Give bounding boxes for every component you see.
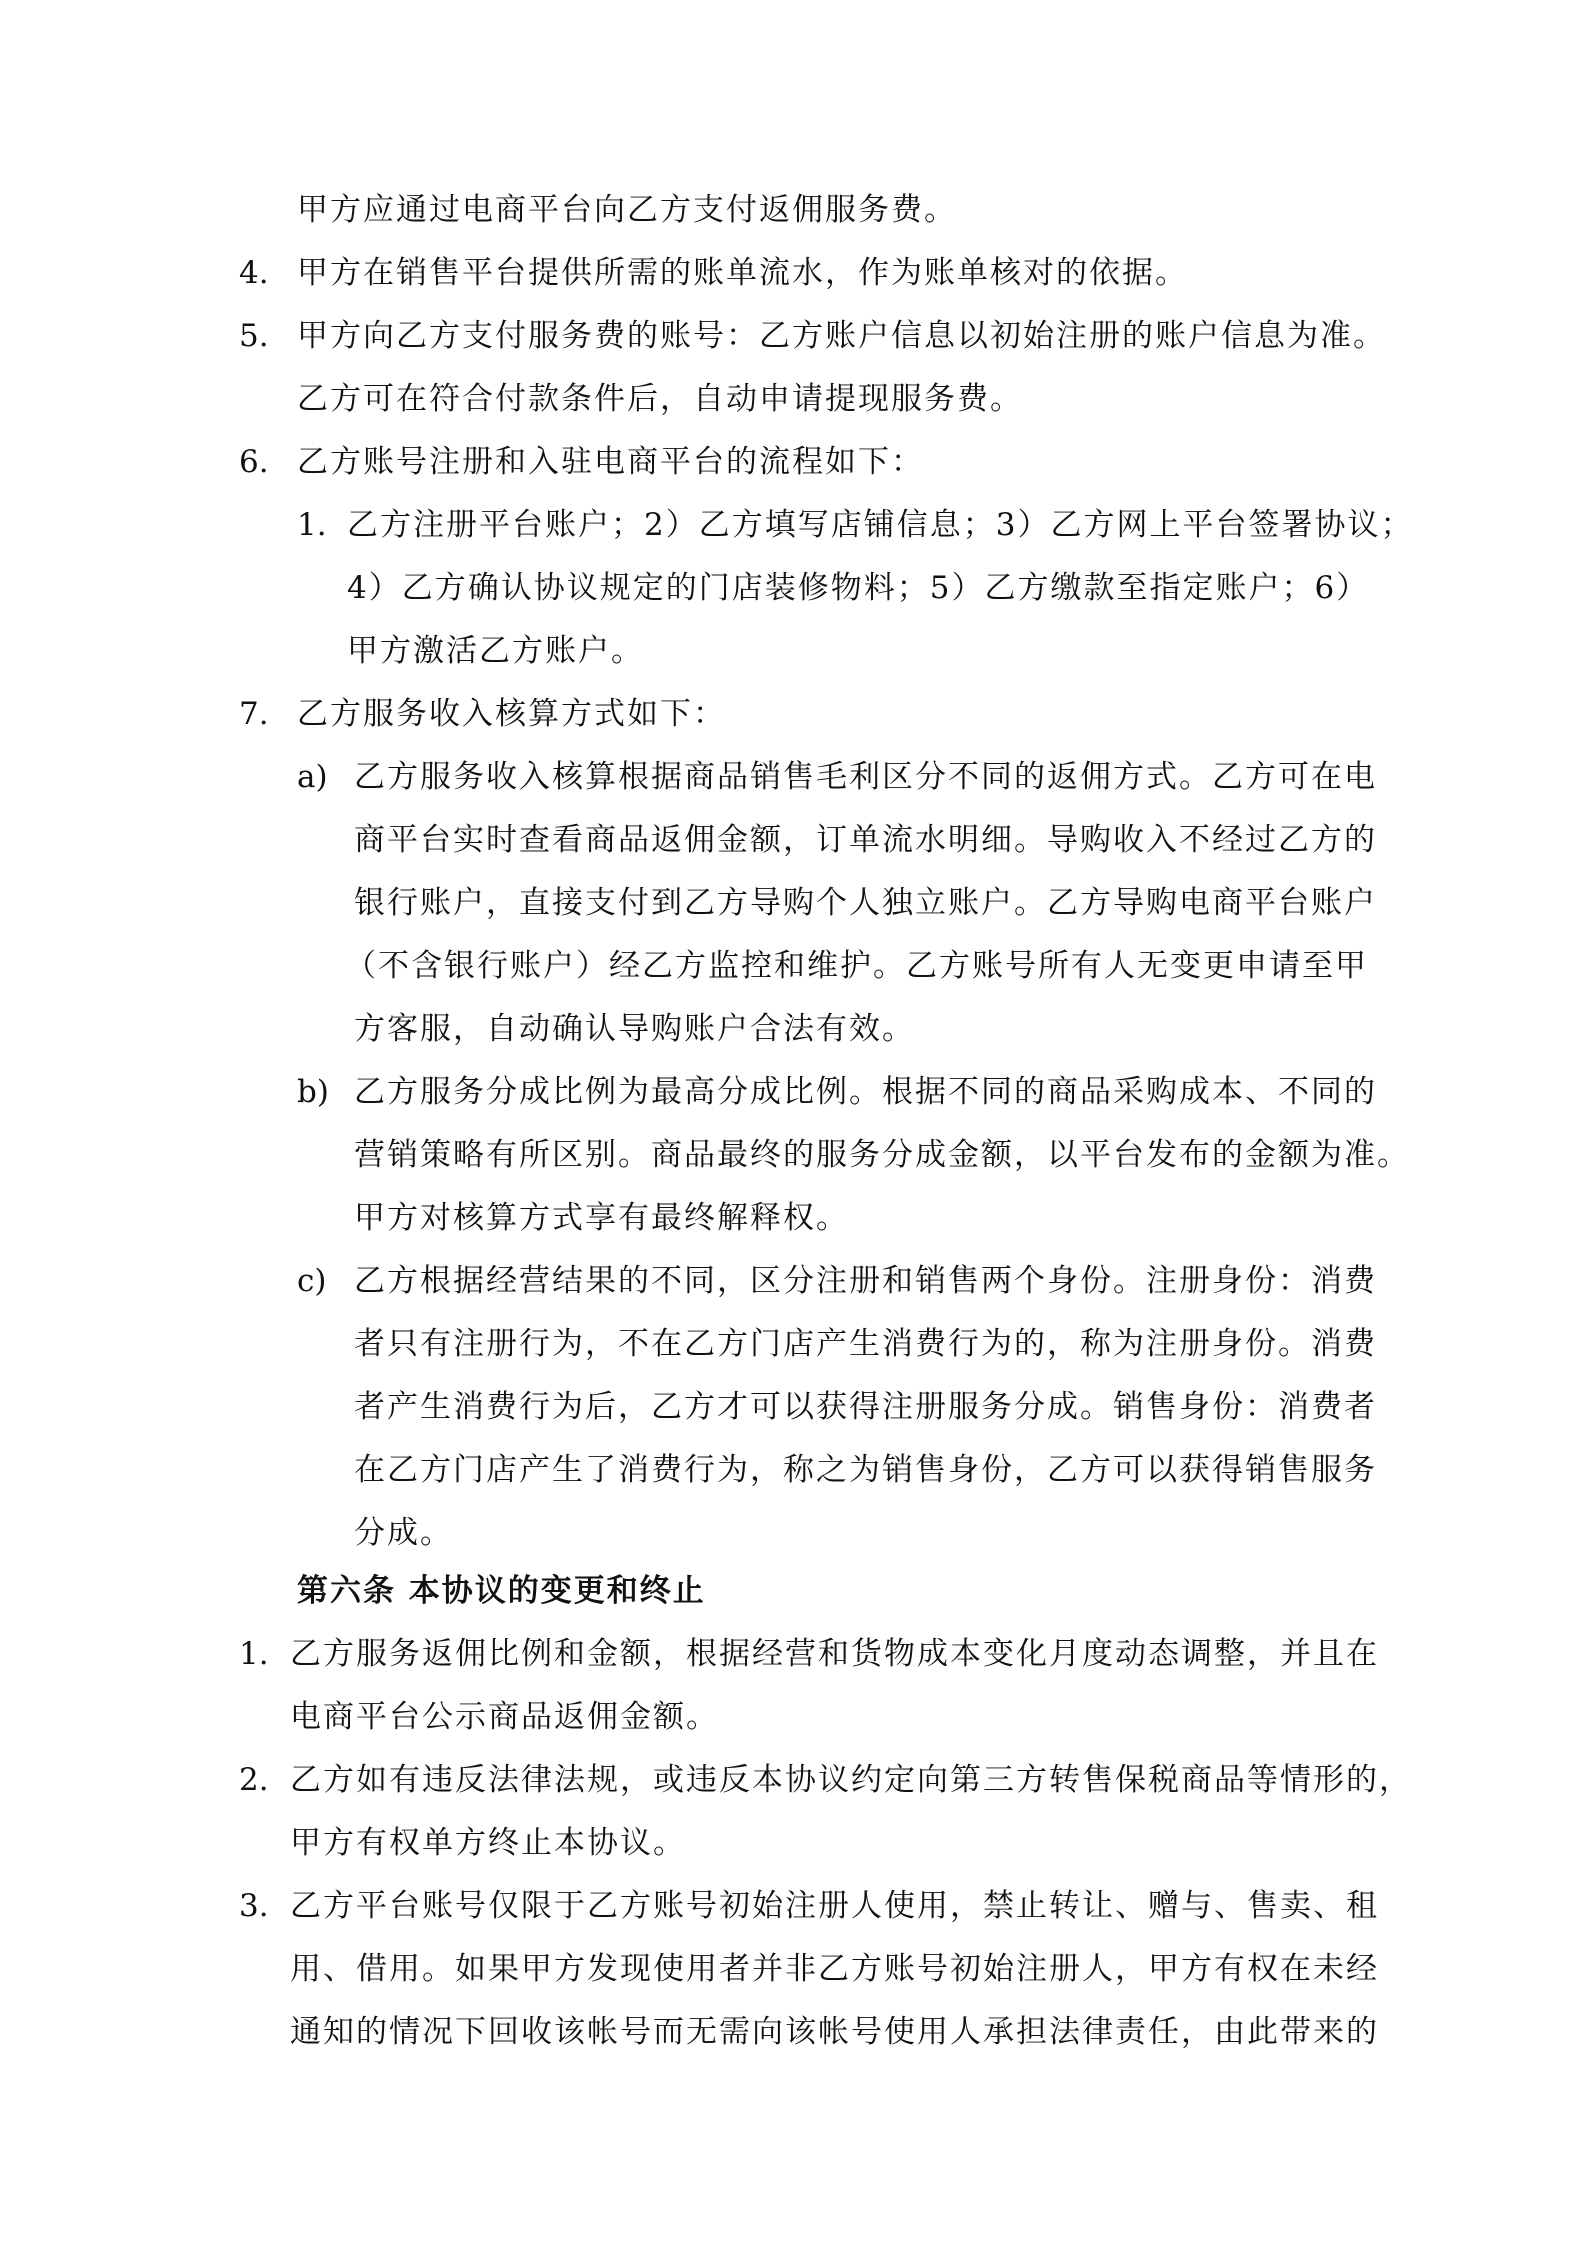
- text-line: 4）乙方确认协议规定的门店装修物料；5）乙方缴款至指定账户；6）: [347, 570, 1370, 606]
- list-number: 6.: [239, 444, 269, 480]
- text-line: 乙方平台账号仅限于乙方账号初始注册人使用，禁止转让、赠与、售卖、租: [290, 1888, 1379, 1924]
- text-line: 通知的情况下回收该帐号而无需向该帐号使用人承担法律责任，由此带来的: [290, 2014, 1379, 2050]
- list-number: 1.: [297, 507, 327, 543]
- text-line: （不含银行账户）经乙方监控和维护。乙方账号所有人无变更申请至甲: [345, 948, 1368, 984]
- text-line: 乙方如有违反法律法规，或违反本协议约定向第三方转售保税商品等情形的，: [290, 1762, 1412, 1798]
- text-line: 甲方激活乙方账户。: [347, 633, 644, 669]
- text-line: 甲方应通过电商平台向乙方支付返佣服务费。: [297, 192, 957, 228]
- text-line: 银行账户，直接支付到乙方导购个人独立账户。乙方导购电商平台账户: [354, 885, 1377, 921]
- text-line: 者产生消费行为后，乙方才可以获得注册服务分成。销售身份：消费者: [354, 1389, 1377, 1425]
- list-number: 3.: [239, 1888, 269, 1924]
- list-letter: a): [297, 759, 328, 795]
- text-line: 者只有注册行为，不在乙方门店产生消费行为的，称为注册身份。消费: [354, 1326, 1377, 1362]
- section-heading: 第六条 本协议的变更和终止: [297, 1573, 706, 1609]
- text-line: 分成。: [354, 1515, 453, 1551]
- list-number: 1.: [239, 1636, 269, 1672]
- text-line: 乙方服务收入核算方式如下：: [297, 696, 726, 732]
- list-number: 4.: [239, 255, 269, 291]
- text-line: 营销策略有所区别。商品最终的服务分成金额，以平台发布的金额为准。: [354, 1137, 1410, 1173]
- text-line: 甲方在销售平台提供所需的账单流水，作为账单核对的依据。: [297, 255, 1188, 291]
- text-line: 商平台实时查看商品返佣金额，订单流水明细。导购收入不经过乙方的: [354, 822, 1377, 858]
- list-number: 5.: [239, 318, 269, 354]
- text-line: 甲方向乙方支付服务费的账号：乙方账户信息以初始注册的账户信息为准。: [297, 318, 1386, 354]
- text-line: 乙方账号注册和入驻电商平台的流程如下：: [297, 444, 924, 480]
- text-line: 电商平台公示商品返佣金额。: [290, 1699, 719, 1735]
- text-line: 用、借用。如果甲方发现使用者并非乙方账号初始注册人，甲方有权在未经: [290, 1951, 1379, 1987]
- text-line: 乙方服务收入核算根据商品销售毛利区分不同的返佣方式。乙方可在电: [354, 759, 1377, 795]
- list-letter: c): [297, 1263, 327, 1299]
- text-line: 乙方服务返佣比例和金额，根据经营和货物成本变化月度动态调整，并且在: [290, 1636, 1379, 1672]
- text-line: 甲方有权单方终止本协议。: [290, 1825, 686, 1861]
- text-line: 乙方可在符合付款条件后，自动申请提现服务费。: [297, 381, 1023, 417]
- text-line: 方客服，自动确认导购账户合法有效。: [354, 1011, 915, 1047]
- list-number: 7.: [239, 696, 269, 732]
- list-letter: b): [297, 1074, 329, 1110]
- text-line: 乙方注册平台账户；2）乙方填写店铺信息；3）乙方网上平台签署协议；: [347, 507, 1414, 543]
- text-line: 甲方对核算方式享有最终解释权。: [354, 1200, 849, 1236]
- list-number: 2.: [239, 1762, 269, 1798]
- text-line: 在乙方门店产生了消费行为，称之为销售身份，乙方可以获得销售服务: [354, 1452, 1377, 1488]
- text-line: 乙方服务分成比例为最高分成比例。根据不同的商品采购成本、不同的: [354, 1074, 1377, 1110]
- text-line: 乙方根据经营结果的不同，区分注册和销售两个身份。注册身份：消费: [354, 1263, 1377, 1299]
